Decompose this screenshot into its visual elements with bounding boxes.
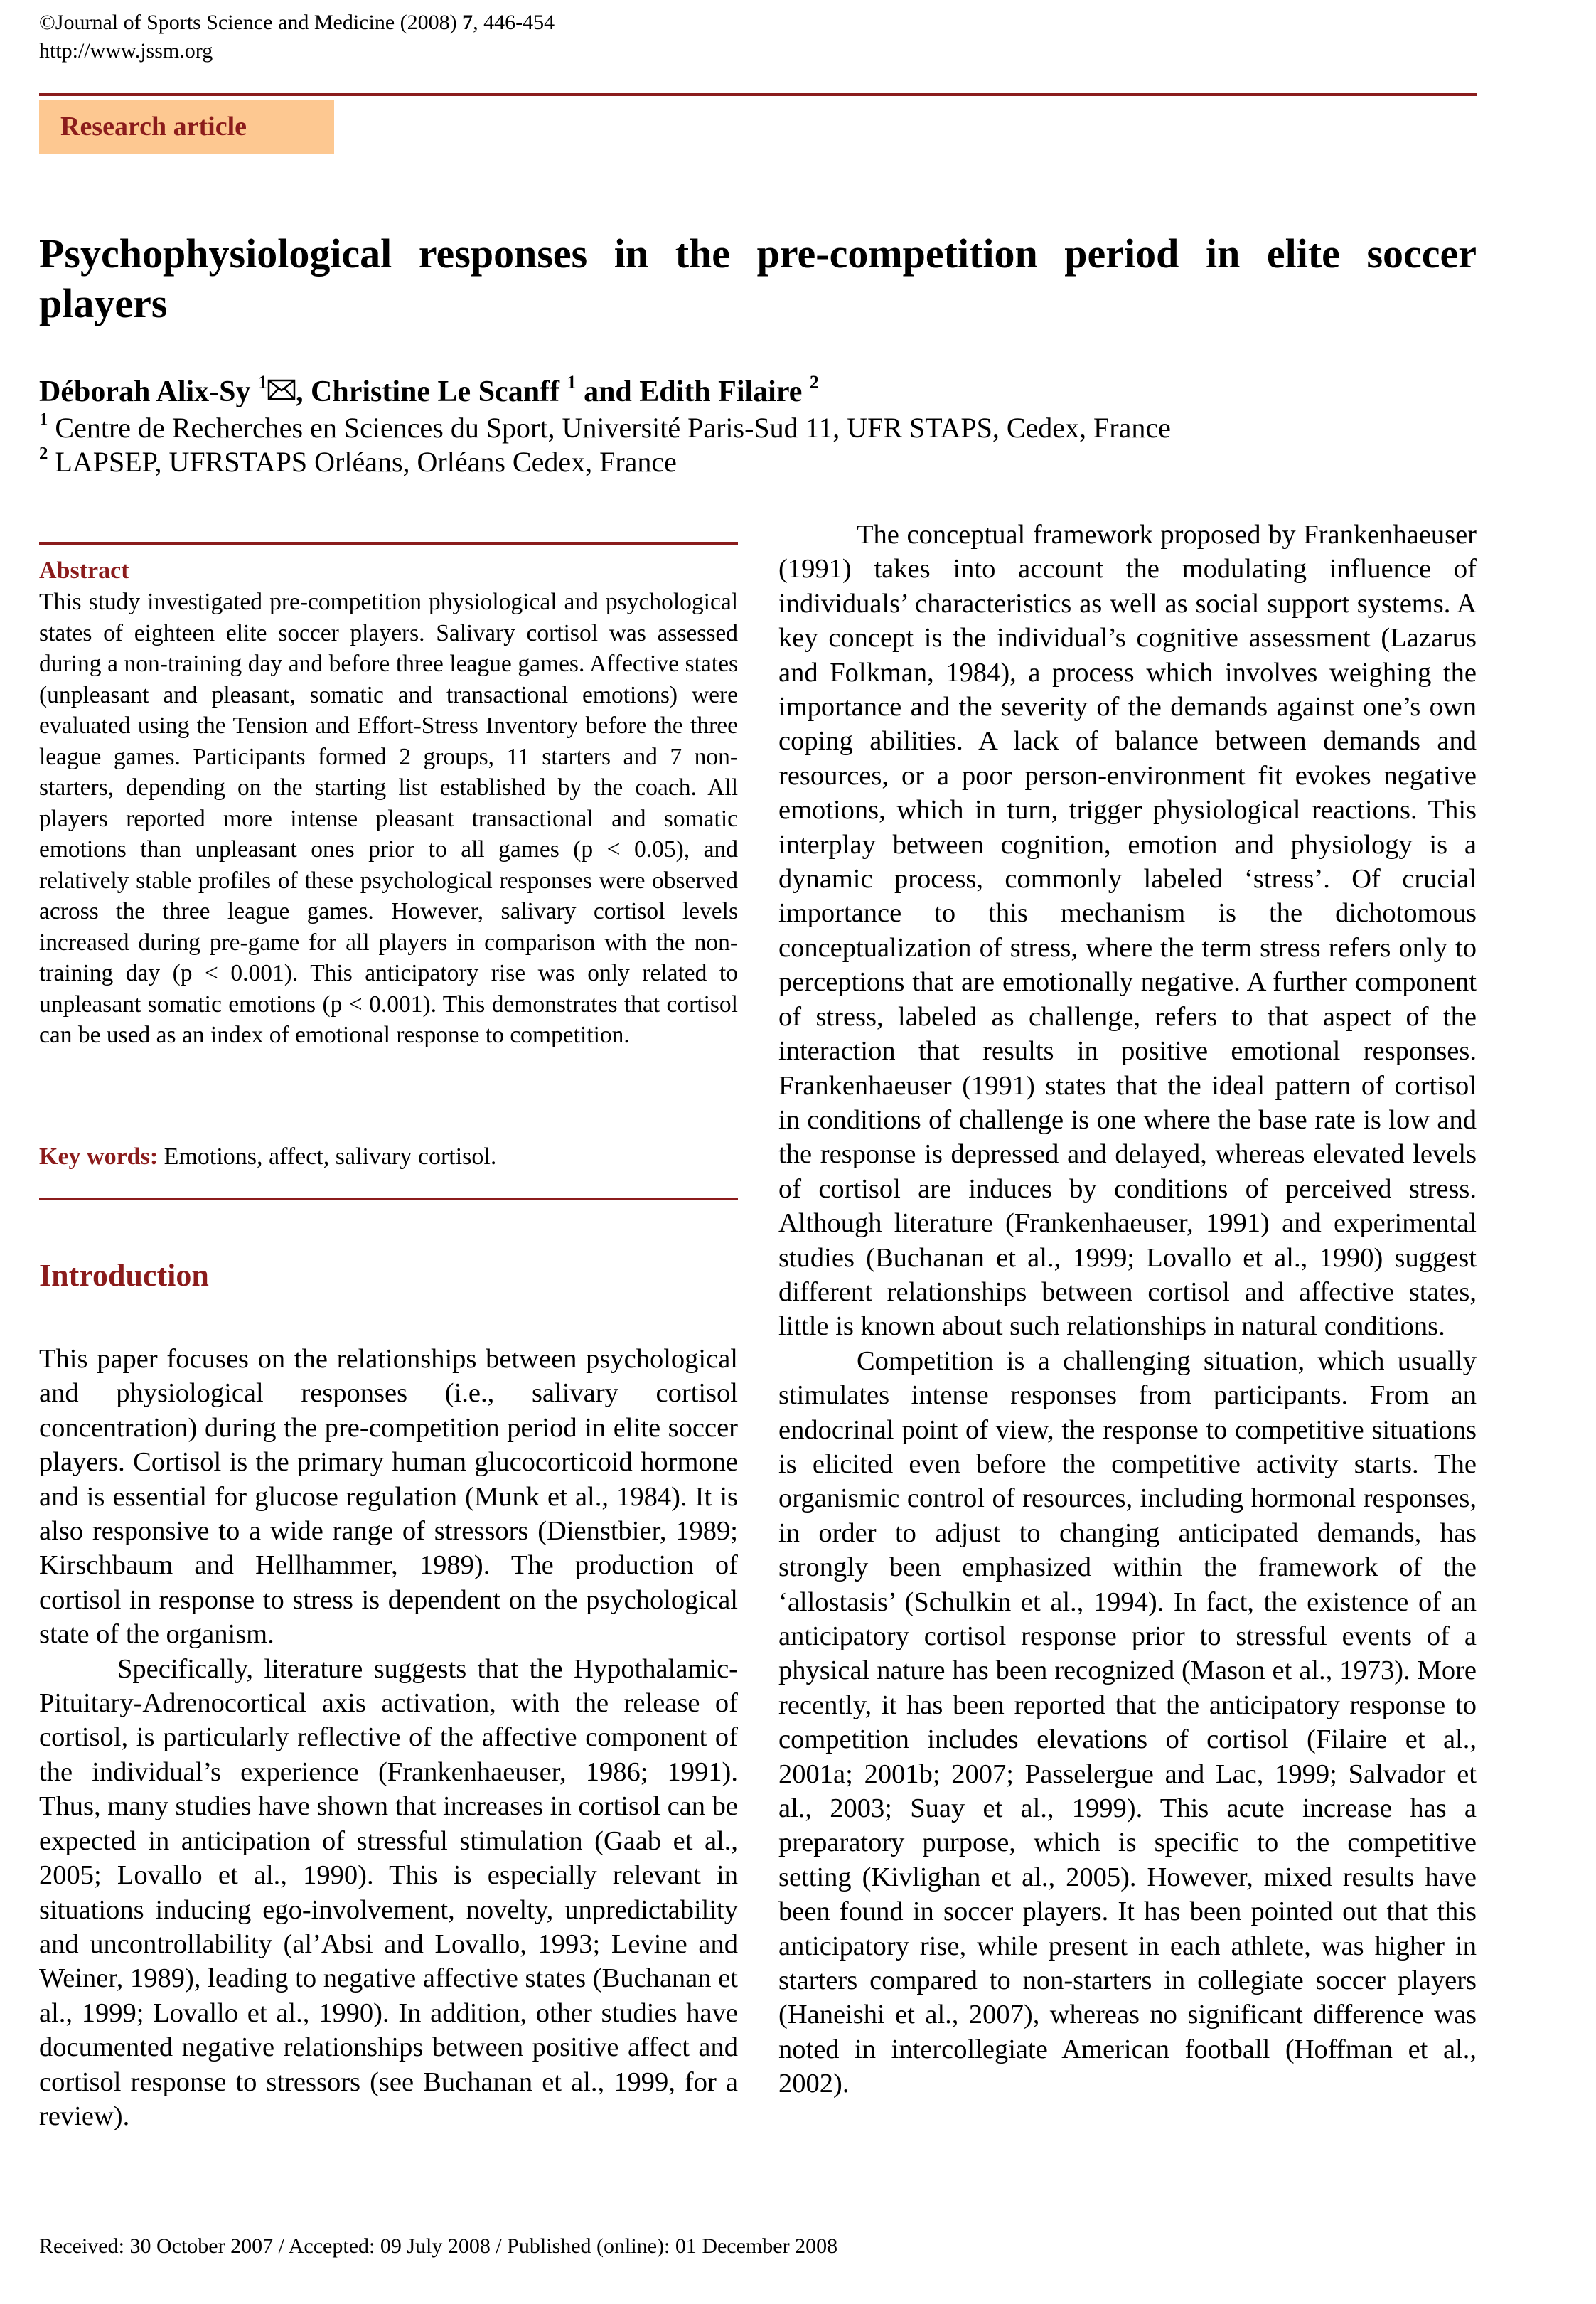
abstract-bottom-rule [39,1198,738,1200]
journal-citation: ©Journal of Sports Science and Medicine (2008) 7, 446-454 [39,11,555,34]
abstract-heading: Abstract [39,558,129,584]
journal-url[interactable]: http://www.jssm.org [39,39,213,63]
abstract-text: This study investigated pre-competition physiological and psychological states of eighteen elite soccer players. Salivary cortisol was assessed during a non-training day and before three league games. Affective states (unpleasant and pleasant, somatic and transactional emotions) were evaluated using the Tension and Effort-Stress Inventory before the three league games. Participants formed 2 groups, 11 starters and 7 non-starters, depending on the starting list established by the coach. All players reported more intense pleasant transactional and somatic emotions than unpleasant ones prior to all games (p < 0.05), and relatively stable profiles of these psychological responses were observed across the three league games. However, salivary cortisol levels increased during pre-game for all players in comparison with the non-training day (p < 0.001). This anticipatory rise was only related to unpleasant somatic emotions (p < 0.001). This demonstrates that cortisol can be used as an index of emotional response to competition. [39,589,738,1048]
article-type-badge: Research article [39,100,334,154]
paragraph: The conceptual framework proposed by Frankenhaeuser (1991) takes into account the modulating influence of individuals’ characteristics as well as social support systems. A key concept is the individual’s cognitive assessment (Lazarus and Folkman, 1984), a process which involves weighing the importance and the severity of the demands against one’s own coping abilities. A lack of balance between demands and resources, or a poor person-environment fit evokes negative emotions, which in turn, trigger physiological reactions. This interplay between cognition, emotion and physiology is a dynamic process, commonly labeled ‘stress’. Of crucial importance to this mechanism is the dichotomous conceptualization of stress, where the term stress refers only to perceptions that are emotionally negative. A further component of stress, labeled as challenge, refers to that aspect of the interaction that results in positive emotional responses. Frankenhaeuser (1991) states that the ideal pattern of cortisol in conditions of challenge is one where the base rate is low and the response is depressed and delayed, whereas elevated levels of cortisol are induces by conditions of perceived stress. Although literature (Frankenhaeuser, 1991) and experimental studies (Buchanan et al., 1999; Lovallo et al., 1990) suggest different relationships between cortisol and affective states, little is known about such relationships in natural conditions. [778,520,1477,1342]
paragraph: Specifically, literature suggests that the Hypothalamic-Pituitary-Adrenocortical axis activation, with the release of cortisol, is particularly reflective of the affective component of the individual’s experience (Frankenhaeuser, 1986; 1991). Thus, many studies have shown that increases in cortisol can be expected in anticipation of stressful stimulation (Gaab et al., 2005; Lovallo et al., 1990). This is especially relevant in situations inducing ego-involvement, novelty, unpredictability and uncontrollability (al’Absi and Lovallo, 1993; Levine and Weiner, 1989), leading to negative affective states (Buchanan et al., 1999; Lovallo et al., 1990). In addition, other studies have documented negative relationships between positive affect and cortisol response to stressors (see Buchanan et al., 1999, for a review). [39,1653,738,2131]
keywords: Key words: Emotions, affect, salivary cortisol. [39,1143,497,1170]
paragraph: This paper focuses on the relationships between psychological and physiological responses (i.e., salivary cortisol concentration) during the pre-competition period in elite soccer players. Cortisol is the primary human glucocorticoid hormone and is essential for glucose regulation (Munk et al., 1984). It is also responsive to a wide range of stressors (Dienstbier, 1989; Kirschbaum and Hellhammer, 1989). The production of cortisol in response to stress is dependent on the psychological state of the organism. [39,1344,738,1650]
paragraph: Competition is a challenging situation, which usually stimulates intense responses from participants. From an endocrinal point of view, the response to competitive situations is elicited even before the competitive activity starts. The organismic control of resources, including hormonal responses, in order to adjust to changing anticipated demands, has strongly been emphasized within the framework of the ‘allostasis’ (Schulkin et al., 1994). In fact, the existence of an anticipatory cortisol response prior to stressful events of a physical nature has been recognized (Mason et al., 1973). More recently, it has been reported that the anticipatory response to competition includes elevations of cortisol (Filaire et al., 2001a; 2001b; 2007; Passelergue and Lac, 1999; Salvador et al., 2003; Suay et al., 1999). This acute increase has a preparatory purpose, which is specific to the competitive setting (Kivlighan et al., 2005). However, mixed results have been found in soccer players. It has been pointed out that this anticipatory rise, while present in each athlete, was higher in starters compared to non-starters in collegiate soccer players (Haneishi et al., 2007), whereas no significant difference was noted in intercollegiate American football (Hoffman et al., 2002). [778,1345,1477,2099]
affiliation-1: $^1$ Centre de Recherches en Sciences du Sport, Université Paris-Sud 11, UFR STAPS, Cedex, France [39,410,1171,444]
article-title: Psychophysiological responses in the pre-competition period in elite soccer players [39,230,1477,326]
introduction-right-column [778,518,1477,2101]
envelope-icon[interactable] [267,379,296,400]
introduction-heading: Introduction [39,1258,209,1293]
abstract-top-rule [39,542,738,545]
author-list: Déborah Alix-Sy $^1$ , Christine Le Scanff $^1$ and Edith Filaire $^2$ [39,371,819,408]
affiliation-2: $^2$ LAPSEP, UFRSTAPS Orléans, Orléans Cedex, France [39,444,677,478]
top-rule [39,93,1477,96]
received-dates: Received: 30 October 2007 / Accepted: 09 July 2008 / Published (online): 01 December 2008 [39,2234,838,2258]
introduction-left-column [39,1342,738,2133]
